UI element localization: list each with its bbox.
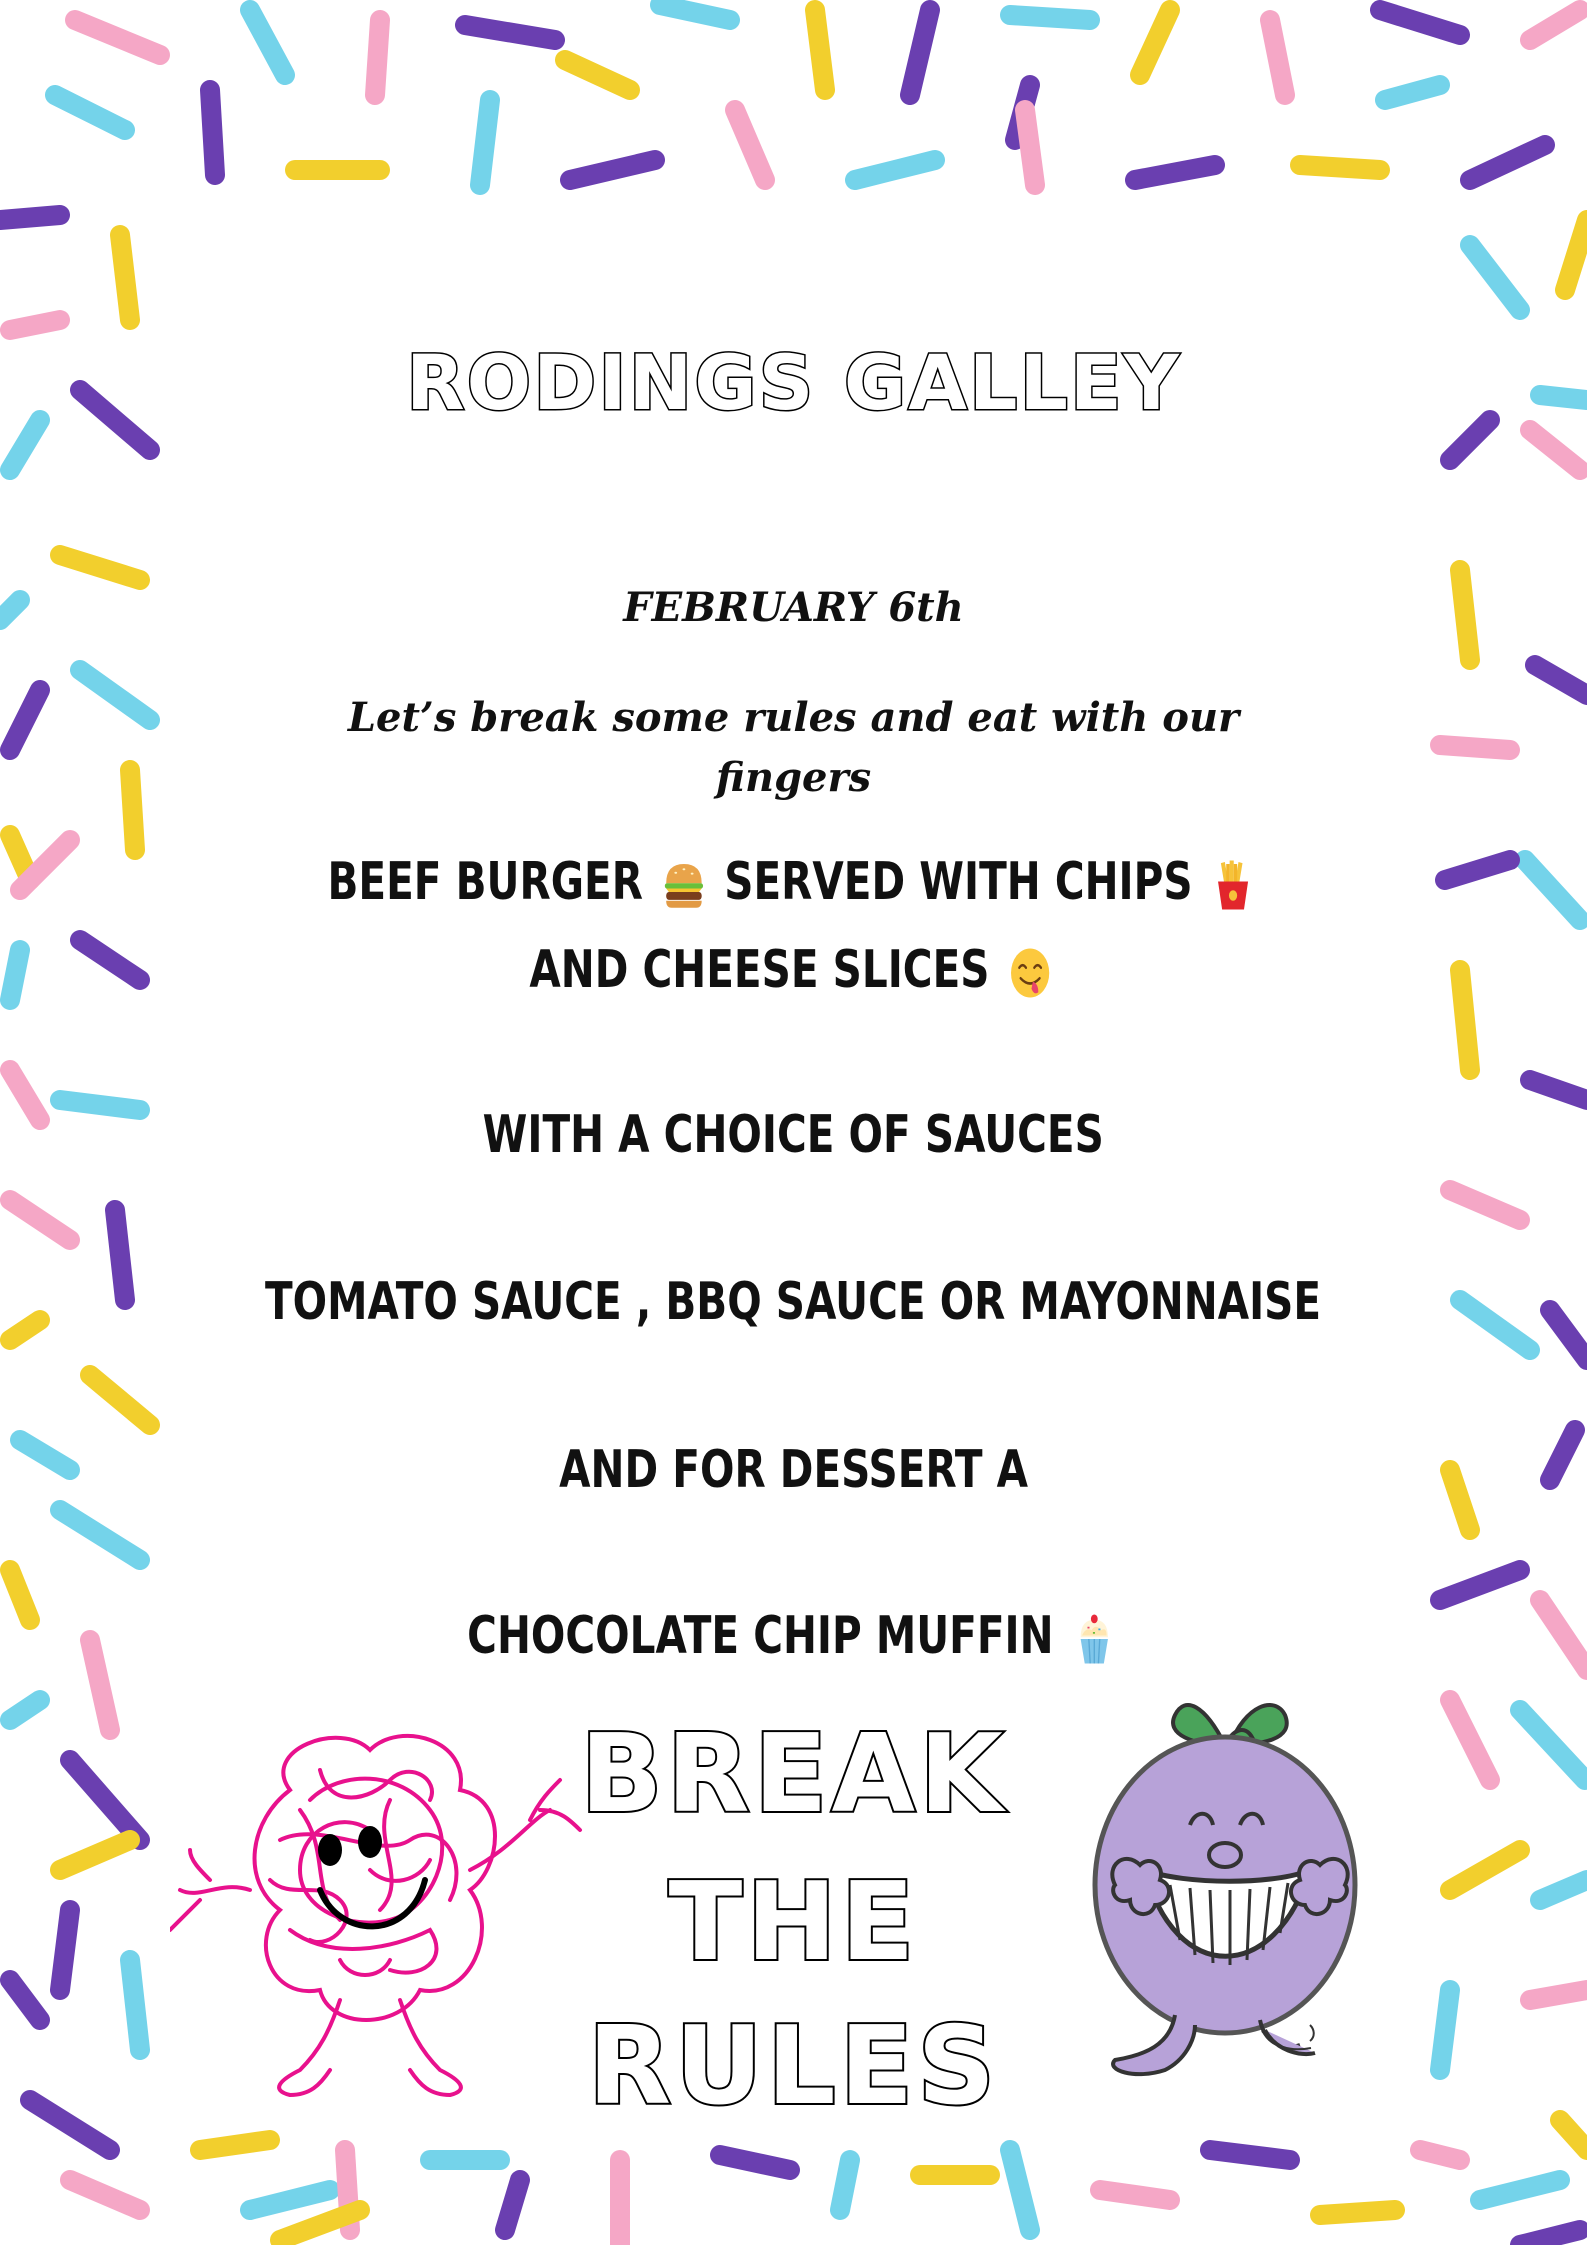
menu-line-dessert-item — [0, 1606, 1587, 1667]
yum-face-icon — [1009, 945, 1053, 1001]
slogan-line-3: RULES — [587, 2004, 1000, 2129]
menu-cheese — [530, 940, 1057, 1001]
tagline-line-2: fingers — [715, 754, 872, 801]
sauces-list: TOMATO SAUCE , BBQ SAUCE OR MAYONNAISE — [265, 1272, 1322, 1332]
menu-chips-text: SERVED WITH CHIPS — [724, 852, 1193, 912]
dessert-item-text: CHOCOLATE CHIP MUFFIN — [466, 1606, 1054, 1666]
menu-line-sauces-list — [0, 1272, 1587, 1332]
slogan-line-2: THE — [668, 1860, 919, 1985]
event-date: FEBRUARY 6th — [623, 584, 964, 631]
menu-line-burger — [0, 852, 1587, 913]
menu-line-sauces-heading — [0, 1105, 1587, 1165]
menu-main-course — [327, 852, 1259, 913]
cupcake-icon — [1072, 1611, 1116, 1667]
poster-title: RODINGS GALLEY — [406, 338, 1181, 427]
menu-line-cheese — [0, 940, 1587, 1001]
menu-line-dessert-heading — [0, 1440, 1587, 1500]
tagline-line-1: Let’s break some rules and eat with our — [347, 694, 1240, 741]
menu-cheese-text: AND CHEESE SLICES — [529, 940, 990, 1000]
dessert-heading: AND FOR DESSERT A — [559, 1440, 1028, 1500]
little-miss-giggles-character — [1075, 1685, 1385, 2085]
dessert-item — [467, 1606, 1121, 1667]
little-miss-scribble-character — [170, 1710, 610, 2100]
slogan-line-1: BREAK — [580, 1712, 1007, 1837]
burger-icon — [662, 857, 706, 913]
fries-icon — [1211, 857, 1255, 913]
menu-burger-text: BEEF BURGER — [327, 852, 643, 912]
sauces-heading: WITH A CHOICE OF SAUCES — [482, 1105, 1105, 1165]
